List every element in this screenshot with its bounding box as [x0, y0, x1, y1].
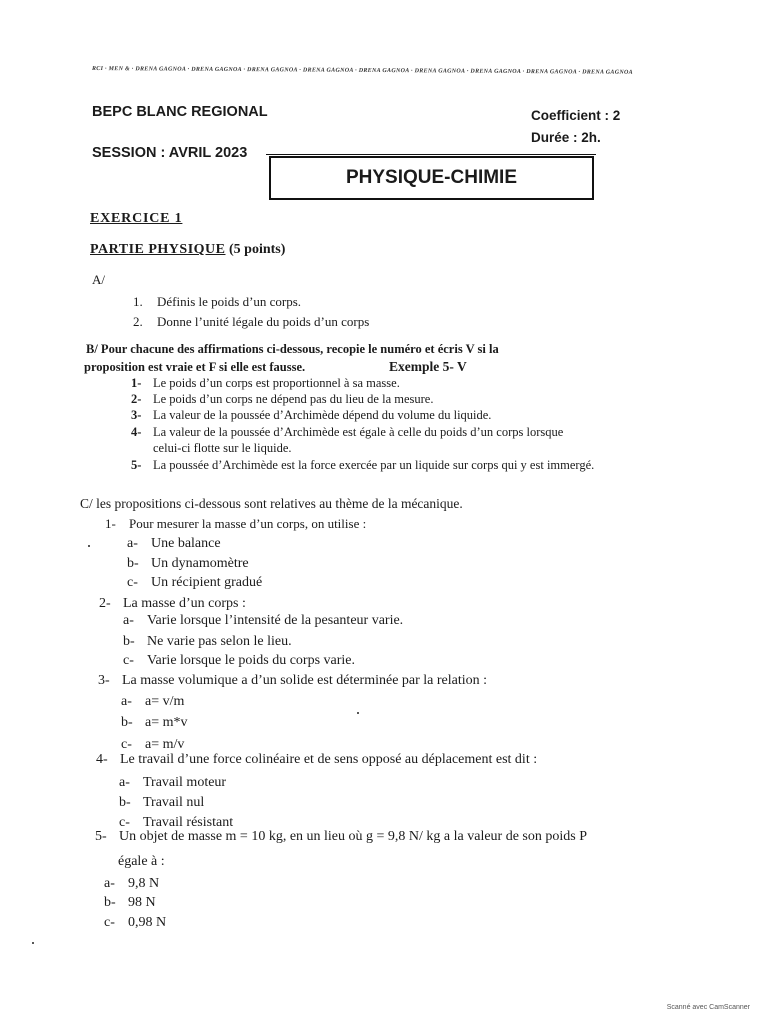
- item-number: 5-: [131, 458, 142, 472]
- section-b-instruction-line2: proposition est vraie et F si elle est fausse.: [84, 360, 306, 374]
- option-text: Ne varie pas selon le lieu.: [147, 634, 292, 649]
- option-text: Travail moteur: [143, 775, 227, 790]
- section-b-item-continuation: [131, 441, 292, 456]
- option-text: Varie lorsque le poids du corps varie.: [147, 653, 355, 668]
- question-number: 5-: [95, 829, 107, 844]
- option: [127, 556, 249, 572]
- item-text: Définis le poids d’un corps.: [157, 294, 302, 309]
- question-text: La masse volumique a d’un solide est déterminée par la relation :: [122, 673, 488, 688]
- option: [123, 634, 292, 650]
- exam-title: BEPC BLANC REGIONAL: [92, 104, 268, 120]
- option-letter: a-: [119, 775, 130, 790]
- option-text: 0,98 N: [128, 915, 167, 930]
- option-letter: c-: [127, 575, 138, 590]
- question-text: Le travail d’une force colinéaire et de sens opposé au déplacement est dit :: [120, 752, 538, 767]
- stray-mark: [32, 942, 34, 944]
- scanner-watermark: Scanné avec CamScanner: [666, 1004, 750, 1011]
- section-a-item: [133, 294, 301, 310]
- option-letter: c-: [123, 653, 134, 668]
- subject-title: PHYSIQUE-CHIMIE: [345, 167, 518, 188]
- option-letter: b-: [119, 795, 131, 810]
- option-text: Travail résistant: [143, 815, 234, 830]
- question-text: Un objet de masse m = 10 kg, en un lieu où g = 9,8 N/ kg a la valeur de son poids P: [119, 829, 588, 844]
- option: [121, 737, 184, 753]
- item-number: 2-: [131, 392, 142, 406]
- session-label: SESSION : AVRIL 2023: [92, 145, 248, 161]
- option-text: a= m/v: [145, 737, 185, 752]
- item-text: Le poids d’un corps est proportionnel à sa masse.: [153, 376, 400, 390]
- exercise-title: EXERCICE 1: [90, 211, 183, 226]
- option-text: a= v/m: [145, 694, 185, 709]
- question-2: [99, 596, 246, 612]
- question-number: 4-: [96, 752, 108, 767]
- option-letter: b-: [123, 634, 135, 649]
- option-letter: a-: [121, 694, 132, 709]
- option: [121, 715, 188, 731]
- option: [119, 795, 204, 811]
- option-text: 9,8 N: [128, 876, 160, 891]
- option: [104, 915, 166, 931]
- part-heading: [90, 242, 285, 258]
- section-a-item: [133, 314, 369, 330]
- option: [104, 876, 159, 892]
- option: [127, 575, 262, 591]
- option-text: 98 N: [128, 895, 156, 910]
- option-letter: b-: [121, 715, 133, 730]
- question-number: 1-: [105, 516, 116, 531]
- section-a-label: A/: [92, 272, 105, 287]
- section-c-intro: C/ les propositions ci-dessous sont relatives au thème de la mécanique.: [80, 496, 463, 511]
- item-text: La poussée d’Archimède est la force exercée par un liquide sur corps qui y est immergé.: [153, 458, 595, 472]
- option-text: Une balance: [151, 536, 221, 551]
- item-text: La valeur de la poussée d’Archimède est égale à celle du poids d’un corps lorsque: [153, 425, 564, 439]
- part-points: (5 points): [225, 242, 286, 257]
- option: [123, 613, 403, 629]
- option: [123, 653, 355, 669]
- stray-mark: [88, 545, 90, 547]
- question-text: La masse d’un corps :: [123, 596, 246, 611]
- option: [119, 775, 226, 791]
- item-number: 2.: [133, 314, 143, 329]
- option-letter: b-: [127, 556, 139, 571]
- section-b-instruction-line1: B/ Pour chacune des affirmations ci-dessous, recopie le numéro et écris V si la: [86, 342, 499, 356]
- coefficient-label: Coefficient : 2: [531, 108, 621, 123]
- section-b-item: [131, 376, 400, 391]
- section-b-item: [131, 458, 594, 473]
- duration-label: Durée : 2h.: [531, 130, 601, 145]
- option: [127, 536, 221, 552]
- option-letter: a-: [123, 613, 134, 628]
- option-text: Un récipient gradué: [151, 575, 263, 590]
- option-text: Varie lorsque l’intensité de la pesanteur varie.: [147, 613, 404, 628]
- option-letter: c-: [119, 815, 130, 830]
- item-text: celui-ci flotte sur le liquide.: [153, 441, 292, 455]
- section-b-item: [131, 392, 433, 407]
- title-top-rule: [266, 154, 596, 155]
- question-number: 3-: [98, 673, 110, 688]
- option-letter: b-: [104, 895, 116, 910]
- item-number: 1-: [131, 376, 142, 390]
- option-letter: c-: [121, 737, 132, 752]
- section-b-item: [131, 408, 491, 423]
- item-text: Donne l’unité légale du poids d’un corps: [157, 314, 370, 329]
- question-5-continuation: égale à :: [118, 854, 165, 869]
- question-4: [96, 752, 537, 768]
- question-3: [98, 673, 487, 689]
- section-b-item: [131, 425, 563, 440]
- subject-title-box: [269, 156, 594, 200]
- item-number: 3-: [131, 408, 142, 422]
- option-letter: c-: [104, 915, 115, 930]
- item-number: 1.: [133, 294, 143, 309]
- part-title: PARTIE PHYSIQUE: [90, 242, 226, 257]
- question-text: Pour mesurer la masse d’un corps, on utilise :: [129, 516, 367, 531]
- section-b-example: Exemple 5- V: [389, 359, 467, 374]
- item-number: 4-: [131, 425, 142, 439]
- question-1: [105, 516, 366, 532]
- option: [121, 694, 184, 710]
- stray-mark: [357, 712, 359, 714]
- question-5: [95, 829, 587, 845]
- question-number: 2-: [99, 596, 111, 611]
- header-strip: RCI · MEN & · DRENA GAGNOA · DRENA GAGNOA · DRENA GAGNOA · DRENA GAGNOA · DRENA GAGNOA · DRENA GAGNOA · DRENA GAGNOA · DRENA GAGNOA · DRENA GAGNOA: [91, 66, 633, 76]
- item-text: Le poids d’un corps ne dépend pas du lieu de la mesure.: [153, 392, 434, 406]
- option: [104, 895, 156, 911]
- option-text: Un dynamomètre: [151, 556, 249, 571]
- option-letter: a-: [104, 876, 115, 891]
- item-text: La valeur de la poussée d’Archimède dépend du volume du liquide.: [153, 408, 492, 422]
- option-text: a= m*v: [145, 715, 188, 730]
- option-letter: a-: [127, 536, 138, 551]
- option-text: Travail nul: [143, 795, 205, 810]
